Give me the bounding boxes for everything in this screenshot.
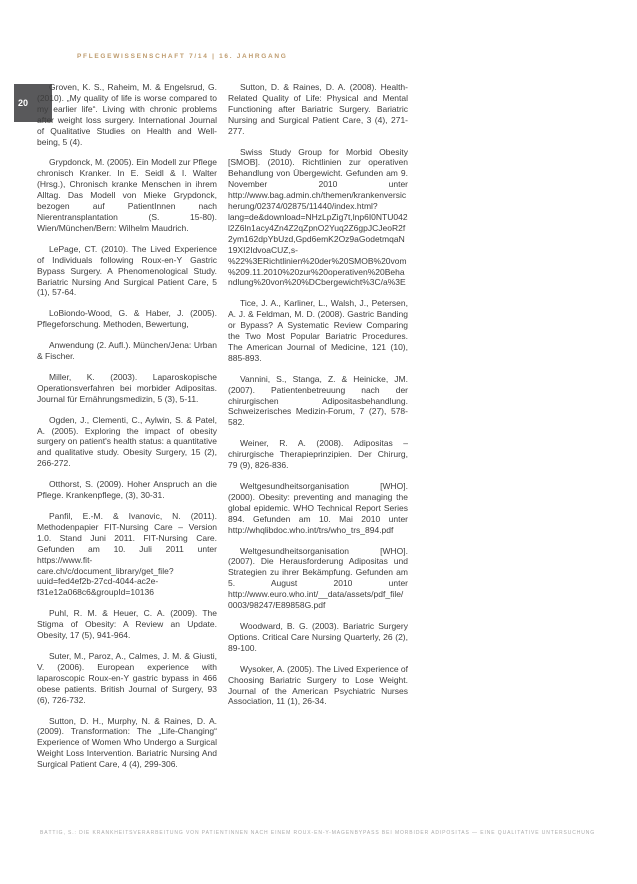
reference-column-left bbox=[37, 82, 217, 780]
reference-item: Tice, J. A., Karliner, L., Walsh, J., Petersen, A. J. & Feldman, M. D. (2008). Gastric Banding or Bypass? A Systematic Review Comparing the Two Most Popular Bariatric Procedures. The American Journal of Medicine, 121 (10), 885-893. bbox=[228, 298, 408, 363]
reference-item: Ogden, J., Clementi, C., Aylwin, S. & Patel, A. (2005). Exploring the impact of obesity surgery on patient's health status: a quantitative and qualitative study. Obesity Surgery, 15 (2), 266-272. bbox=[37, 414, 217, 469]
reference-item: Swiss Study Group for Morbid Obesity [SMOB]. (2010). Richtlinien zur operativen Behandlung von Übergewicht. Gefunden am 9. November 2010 unter http://www.bag.admin.ch/themen/krankenversicherung/02374/02875/11440/index.html?lang=de&download=NHzLpZig7t,lnp6I0NTU042l2Z6ln1acy4Zn4Z2qZpnO2Yuq2Z6gpJCJeoR2f2ym162dpYbUzd,Gpd6emK2Oz9aGodetmqaN19XI2IdvoaCUZ,s-%22%3ERichtlinien%20der%20SMOB%20vom%209.11.2010%20zur%20operativen%20Behandlung%20von%20%DCbergewicht%3C/a%3E bbox=[228, 146, 408, 288]
references-section bbox=[37, 82, 408, 780]
reference-item: Sutton, D. H., Murphy, N. & Raines, D. A. (2009). Transformation: The „Life-Changing“ Experience of Women Who Undergo a Surgical Weight Loss Intervention. Bariatric Nursing And Surgical Patient Care, 4 (4), 299-306. bbox=[37, 715, 217, 770]
reference-item: Grypdonck, M. (2005). Ein Modell zur Pflege chronisch Kranker. In E. Seidl & I. Walter (Hrsg.), Chronisch kranke Menschen in ihrem Alltag. Das Modell von Mieke Grypdonck, bezogen auf PatientInnen nach Nierentransplantation (S. 15-80). Wien/München/Bern: Wilhelm Maudrich. bbox=[37, 157, 217, 233]
reference-item: Weltgesundheitsorganisation [WHO]. (2007). Die Herausforderung Adipositas und Strategien zu ihrer Bekämpfung. Gefunden am 5. August 2010 unter http://www.euro.who.int/__data/assets/pdf_file/0003/98247/E89858G.pdf bbox=[228, 545, 408, 611]
reference-item: Puhl, R. M. & Heuer, C. A. (2009). The Stigma of Obesity: A Review an Update. Obesity, 17 (5), 941-964. bbox=[37, 608, 217, 641]
reference-item: LoBiondo-Wood, G. & Haber, J. (2005). Pflegeforschung. Methoden, Bewertung, bbox=[37, 308, 217, 330]
reference-item: Groven, K. S., Raheim, M. & Engelsrud, G. (2010). „My quality of life is worse compared to my earlier life“. Living with chronic problems after weight loss surgery. International Journal of Qualitative Studies on Health and Well-being, 5 (4). bbox=[37, 82, 217, 147]
reference-item: Panfil, E.-M. & Ivanovic, N. (2011). Methodenpapier FIT-Nursing Care – Version 1.0. Stand Juni 2011. FIT-Nursing Care. Gefunden am 10. Juli 2011 unter https://www.fit-care.ch/c/document_library/get_file?uuid=fed4ef2b-27cd-4044-ac2e-f31e12a068c6&groupId=10136 bbox=[37, 511, 217, 598]
reference-item: Miller, K. (2003). Laparoskopische Operationsverfahren bei morbider Adipositas. Journal für Ernährungsmedizin, 5 (3), 5-11. bbox=[37, 371, 217, 404]
reference-item: Weiner, R. A. (2008). Adipositas – chirurgische Therapieprinzipien. Der Chirurg, 79 (9), 826-836. bbox=[228, 438, 408, 471]
page-number: 20 bbox=[18, 98, 29, 108]
reference-item: Sutton, D. & Raines, D. A. (2008). Health-Related Quality of Life: Physical and Mental Functioning after Bariatric Surgery. Bariatric Nursing and Surgical Patient Care, 3 (4), 271-277. bbox=[228, 82, 408, 136]
reference-item: Anwendung (2. Aufl.). München/Jena: Urban & Fischer. bbox=[37, 340, 217, 362]
reference-item: Wysoker, A. (2005). The Lived Experience of Choosing Bariatric Surgery to Lose Weight. Journal of the American Psychiatric Nurses Association, 11 (1), 26-34. bbox=[228, 663, 408, 707]
reference-item: Woodward, B. G. (2003). Bariatric Surgery Options. Critical Care Nursing Quarterly, 26 (2), 89-100. bbox=[228, 620, 408, 653]
reference-item: Suter, M., Paroz, A., Calmes, J. M. & Giusti, V. (2006). European experience with laparoscopic Roux-en-Y gastric bypass in 466 obese patients. British Journal of Surgery, 93 (6), 726-732. bbox=[37, 650, 217, 705]
reference-item: Vannini, S., Stanga, Z. & Heinicke, JM. (2007). Patientenbetreuung nach der chirurgischen Adipositasbehandlung. Schweizerisches Medizin-Forum, 7 (27), 578-582. bbox=[228, 373, 408, 428]
reference-column-right bbox=[228, 82, 408, 780]
journal-header: PFLEGEWISSENSCHAFT 7/14 | 16. JAHRGANG bbox=[77, 53, 288, 60]
reference-item: Otthorst, S. (2009). Hoher Anspruch an die Pflege. Krankenpflege, (3), 30-31. bbox=[37, 479, 217, 501]
reference-item: LePage, CT. (2010). The Lived Experience of Individuals following Roux-en-Y Gastric Bypass Surgery. A Phenomenological Study. Bariatric Nursing And Surgical Patient Care, 5 (1), 57-64. bbox=[37, 243, 217, 298]
reference-item: Weltgesundheitsorganisation [WHO]. (2000). Obesity: preventing and managing the global epidemic. WHO Technical Report Series 894. Gefunden am 10. Mai 2010 unter http://whqlibdoc.who.int/trs/who_trs_894.pdf bbox=[228, 481, 408, 535]
running-footer: BÄTTIG, S.: DIE KRANKHEITSVERARBEITUNG VON PATIENTINNEN NACH EINEM ROUX-EN-Y-MAGENBYPASS BEI MORBIDER ADIPOSITAS — EINE QUALITATIVE UNTERSUCHUNG bbox=[40, 830, 596, 836]
